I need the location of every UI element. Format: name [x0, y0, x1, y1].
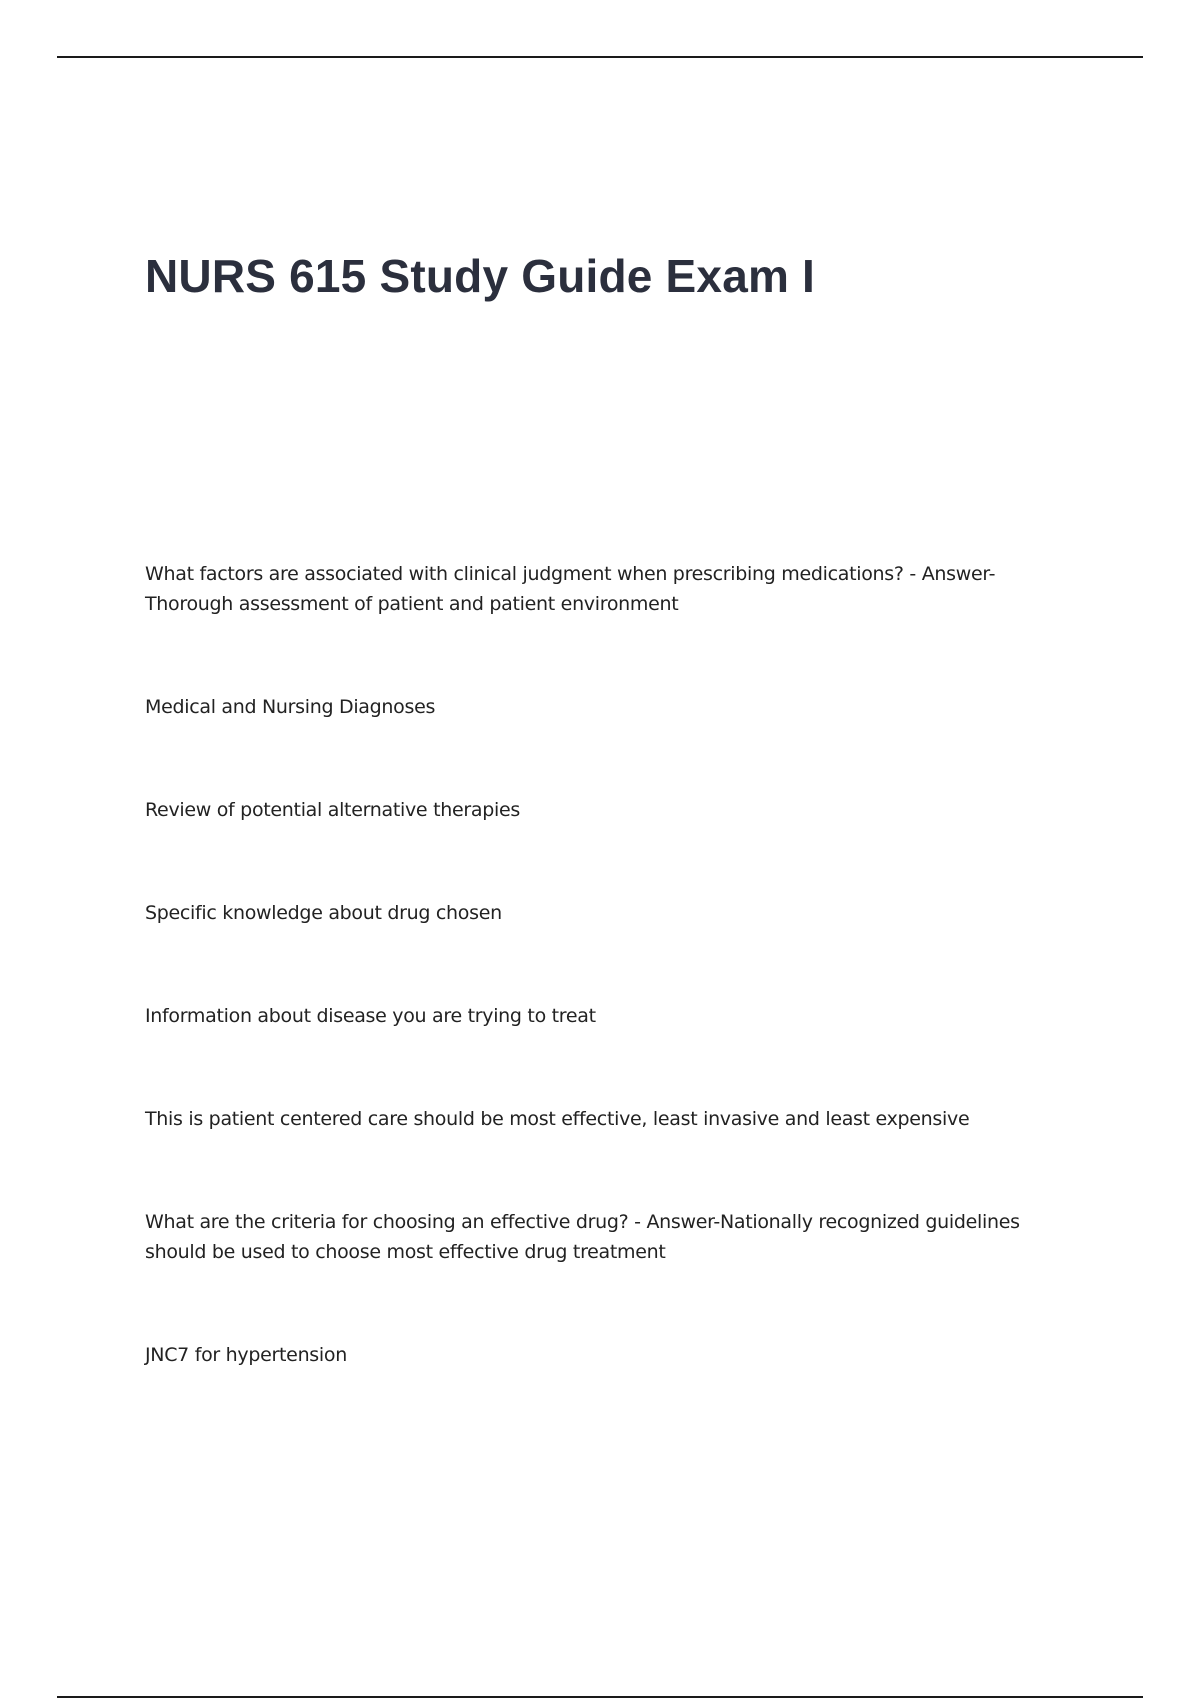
study-paragraph: Review of potential alternative therapies	[145, 799, 520, 821]
study-paragraph: Medical and Nursing Diagnoses	[145, 696, 436, 718]
study-paragraph: What factors are associated with clinical judgment when prescribing medications? - Answer-Thorough assessment of patient and patient environment	[145, 563, 996, 615]
page-title: NURS 615 Study Guide Exam I	[145, 250, 816, 302]
study-paragraph: Information about disease you are trying to treat	[145, 1005, 596, 1027]
study-paragraph: This is patient centered care should be most effective, least invasive and least expensive	[145, 1108, 970, 1130]
study-paragraph: JNC7 for hypertension	[145, 1344, 347, 1366]
study-paragraph: What are the criteria for choosing an effective drug? - Answer-Nationally recognized guidelines should be used to choose most effective drug treatment	[145, 1211, 1020, 1263]
top-divider	[57, 56, 1143, 58]
bottom-divider	[57, 1696, 1143, 1698]
study-paragraph: Specific knowledge about drug chosen	[145, 902, 502, 924]
